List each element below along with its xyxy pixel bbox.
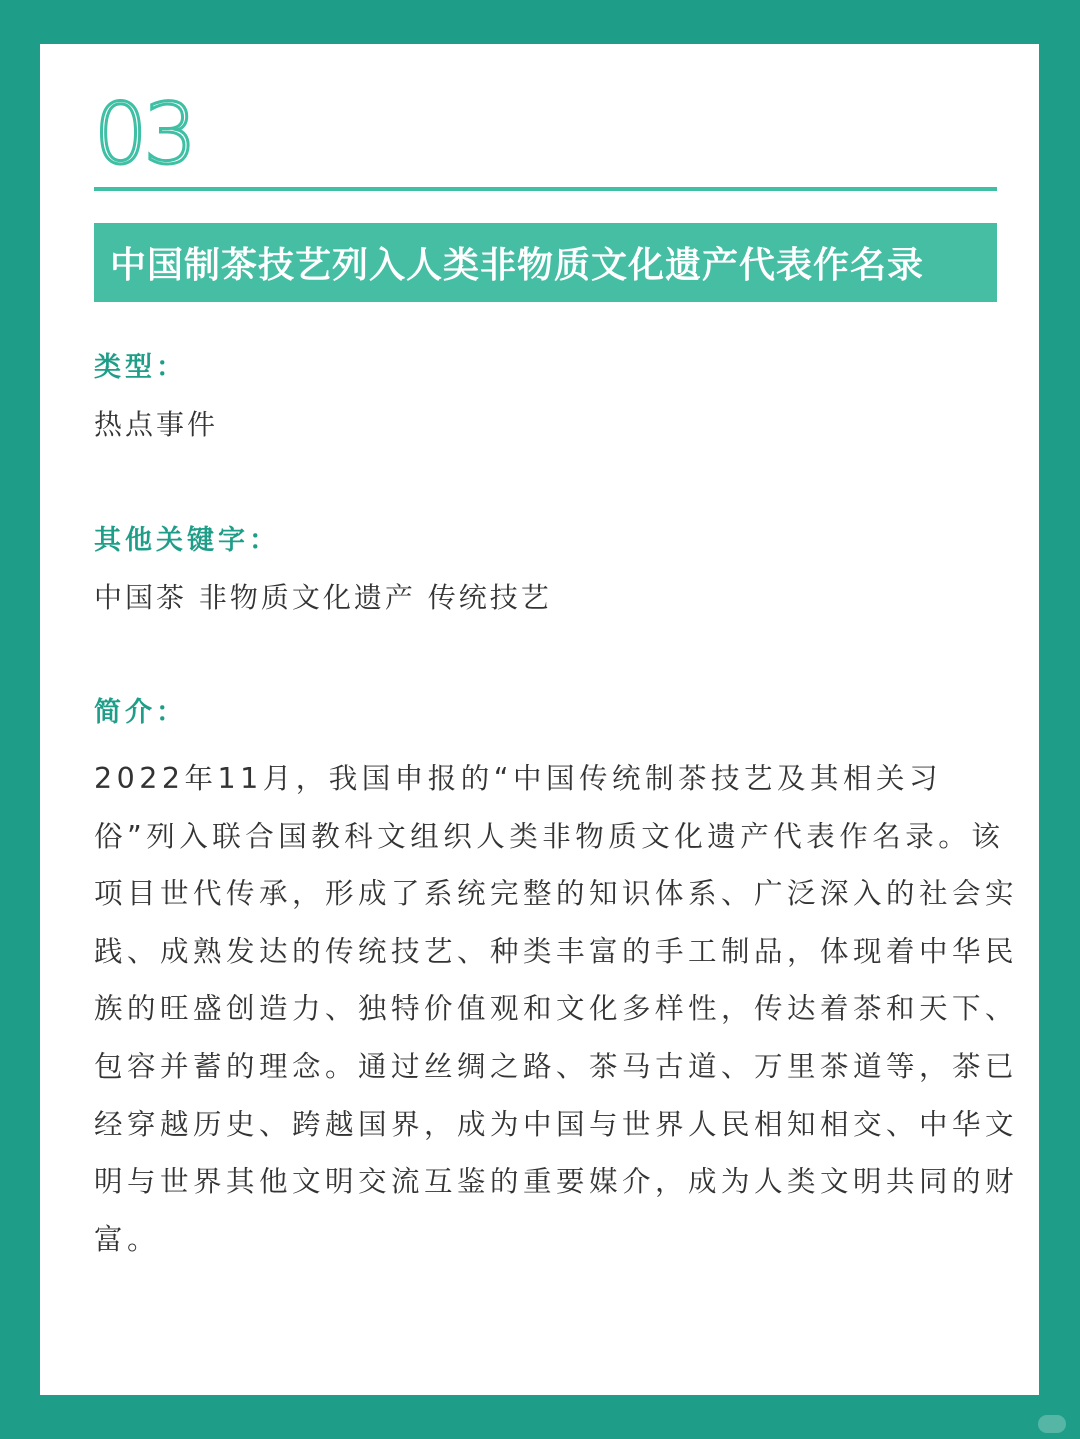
content-card <box>40 44 1039 1395</box>
type-label: 类型： <box>94 352 187 383</box>
keywords-label: 其他关键字： <box>94 525 280 556</box>
watermark-badge <box>1038 1415 1066 1433</box>
title-banner <box>94 223 997 302</box>
intro-label: 简介： <box>94 697 187 728</box>
type-value: 热点事件 <box>94 408 219 441</box>
keywords-value: 中国茶 非物质文化遗产 传统技艺 <box>94 581 552 614</box>
intro-text: 2022年11月，我国申报的“中国传统制茶技艺及其相关习俗”列入联合国教科文组织人类非物质文化遗产代表作名录。该项目世代传承，形成了系统完整的知识体系、广泛深入的社会实践、成熟发达的传统技艺、种类丰富的手工制品，体现着中华民族的旺盛创造力、独特价值观和文化多样性，传达着茶和天下、包容并蓄的理念。通过丝绸之路、茶马古道、万里茶道等，茶已经穿越历史、跨越国界，成为中国与世界人民相知相交、中华文明与世界其他文明交流互鉴的重要媒介，成为人类文明共同的财富。 <box>94 762 1019 1256</box>
section-number: 03 <box>94 85 193 183</box>
page-title: 中国制茶技艺列入人类非物质文化遗产代表作名录 <box>110 245 925 286</box>
divider-line <box>94 187 997 191</box>
